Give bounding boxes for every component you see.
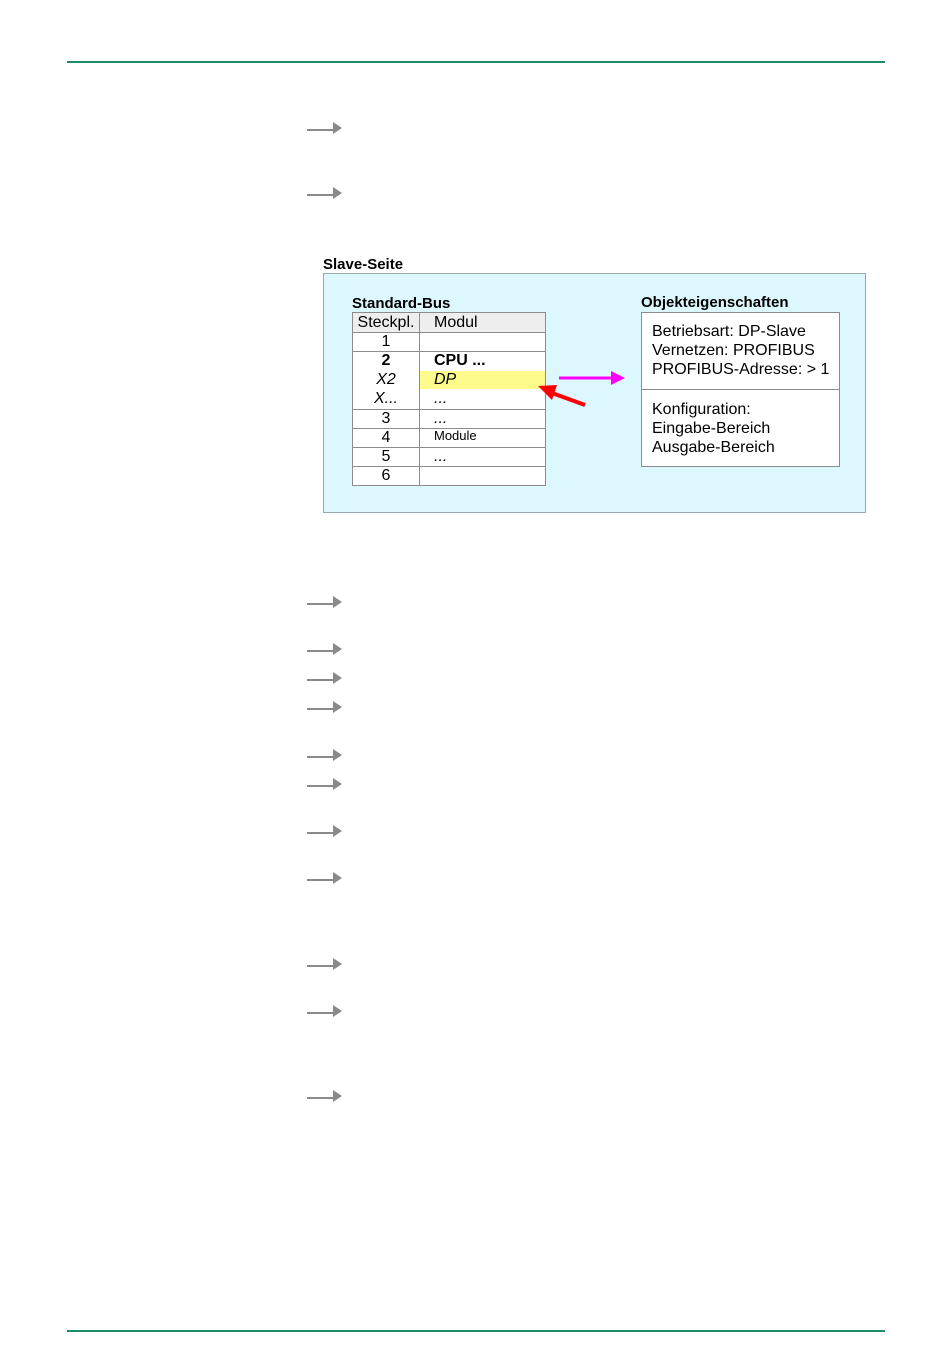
slot-cell: 3 [381, 410, 391, 427]
slot-cell: 2 [381, 352, 391, 369]
properties-heading: Objekteigenschaften [641, 294, 789, 311]
step-arrow-icon [307, 871, 343, 885]
step-arrow-icon [307, 957, 343, 971]
slot-cell: 1 [381, 333, 391, 350]
step-arrow-icon [307, 1089, 343, 1103]
step-arrow-icon [307, 824, 343, 838]
property-line: Vernetzen: PROFIBUS [652, 342, 815, 359]
red-pointer-arrow-icon [538, 385, 585, 405]
module-cell-dp: DP [434, 371, 457, 388]
step-arrow-icon [307, 777, 343, 791]
module-cell: ... [434, 410, 448, 427]
diagram-arrows [324, 274, 867, 514]
step-arrow-icon [307, 186, 343, 200]
property-line: PROFIBUS-Adresse: > 1 [652, 361, 830, 378]
slot-cell: 4 [381, 429, 391, 446]
column-header-slot: Steckpl. [357, 314, 415, 331]
slot-cell: 5 [381, 448, 391, 465]
step-arrow-icon [307, 748, 343, 762]
slot-cell: 6 [381, 467, 391, 484]
step-arrow-icon [307, 121, 343, 135]
module-cell: ... [434, 448, 448, 465]
module-cell: Module [434, 428, 477, 443]
slot-cell: X2 [376, 371, 396, 388]
property-line: Konfiguration: [652, 401, 751, 418]
step-arrow-icon [307, 1004, 343, 1018]
step-arrow-icon [307, 642, 343, 656]
module-cell: CPU ... [434, 352, 486, 369]
step-arrow-icon [307, 671, 343, 685]
section-title: Slave-Seite [323, 256, 404, 273]
property-line: Betriebsart: DP-Slave [652, 323, 806, 340]
pink-arrow-icon [559, 371, 625, 385]
property-line: Ausgabe-Bereich [652, 439, 775, 456]
footer-rule [67, 1330, 885, 1332]
property-line: Eingabe-Bereich [652, 420, 771, 437]
slot-cell: X... [373, 390, 398, 407]
step-arrow-icon [307, 700, 343, 714]
module-cell: ... [434, 390, 448, 407]
slave-config-diagram [323, 273, 866, 513]
step-arrow-icon [307, 595, 343, 609]
header-rule [67, 61, 885, 63]
column-header-module: Modul [434, 314, 478, 331]
standard-bus-heading: Standard-Bus [352, 295, 451, 312]
